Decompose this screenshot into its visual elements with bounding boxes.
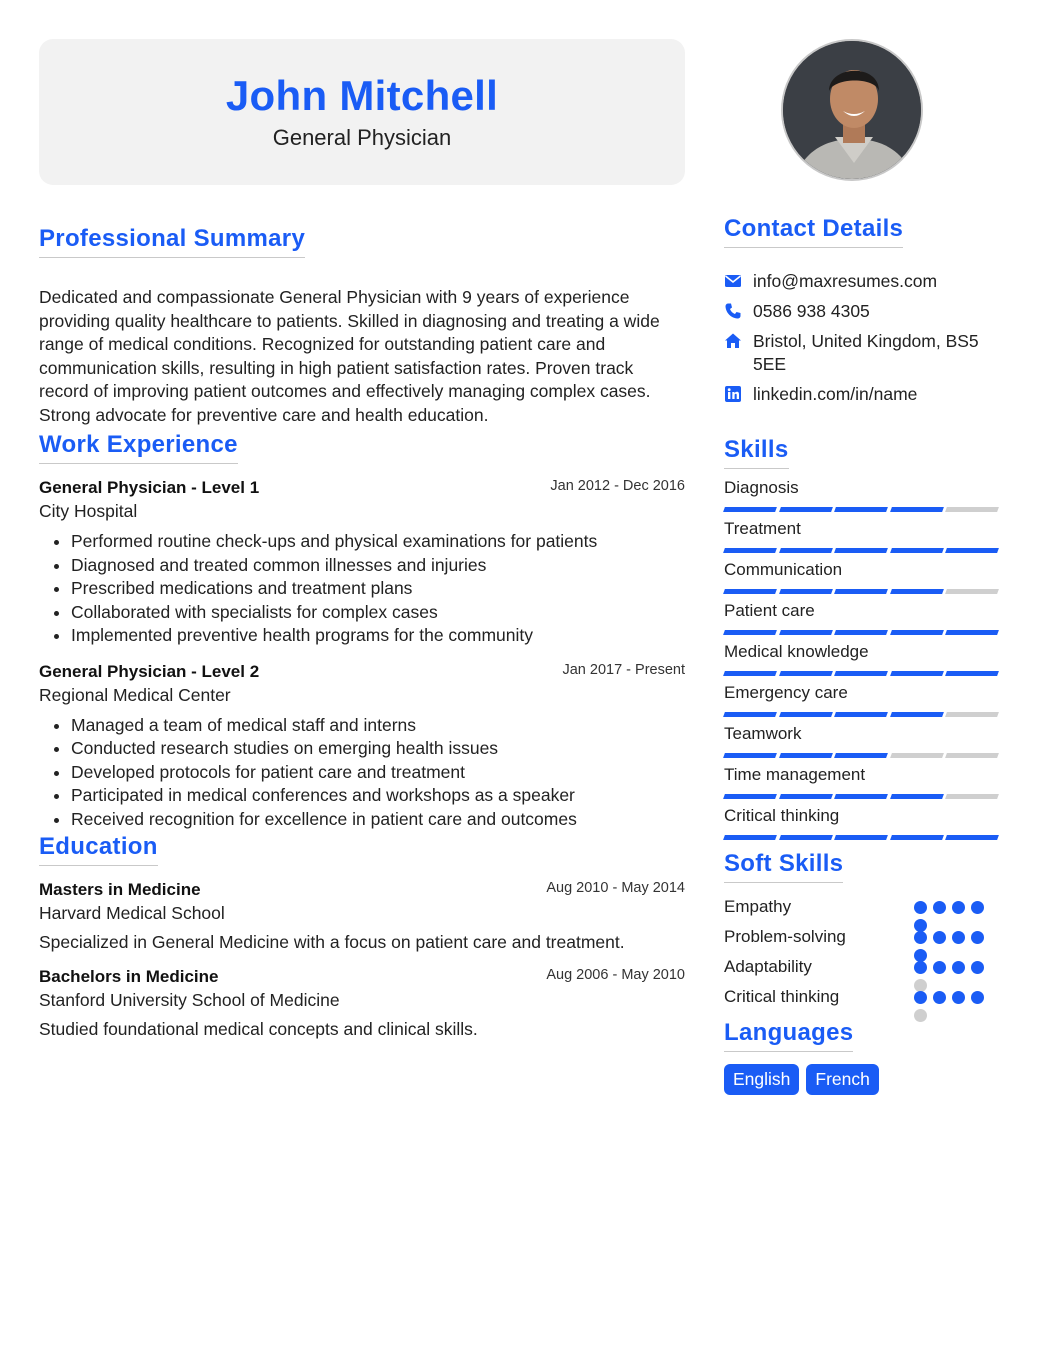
summary-section <box>39 225 685 427</box>
job-role: General Physician - Level 1 <box>39 478 260 497</box>
skill-name: Diagnosis <box>724 478 799 497</box>
sidebar-column <box>724 39 1004 1095</box>
education-degree: Masters in Medicine <box>39 880 201 899</box>
main-column <box>39 39 685 1040</box>
rating-dot <box>952 901 965 914</box>
skill-level-segment <box>834 671 887 676</box>
rating-dot <box>933 961 946 974</box>
skill-level-segment <box>723 671 776 676</box>
skill-level-segment <box>945 630 998 635</box>
rating-dot <box>971 901 984 914</box>
avatar-image <box>783 41 923 181</box>
skill-name: Time management <box>724 765 866 784</box>
skill-level-segment <box>834 712 887 717</box>
skill-item <box>724 477 1004 512</box>
skill-name: Treatment <box>724 519 801 538</box>
education-dates: Aug 2006 - May 2010 <box>546 967 685 983</box>
skill-item <box>724 764 1004 799</box>
profile-photo <box>781 39 923 181</box>
skill-item <box>724 641 1004 676</box>
job-organization: Regional Medical Center <box>39 684 231 705</box>
education-entry <box>39 880 685 953</box>
rating-dot <box>914 901 927 914</box>
skill-level-bar <box>724 671 1004 676</box>
skill-level-bar <box>724 507 1004 512</box>
contact-linkedin-text: linkedin.com/in/name <box>753 384 918 404</box>
skill-name: Teamwork <box>724 724 802 743</box>
skills-section <box>724 436 1004 840</box>
job-bullet: • Developed protocols for patient care and treatment <box>71 761 685 785</box>
skill-level-segment <box>723 548 776 553</box>
rating-dot <box>933 991 946 1004</box>
skill-name: Critical thinking <box>724 806 840 825</box>
skill-level-segment <box>723 712 776 717</box>
education-description: Studied foundational medical concepts and clinical skills. <box>39 1019 478 1039</box>
job-bullet: • Implemented preventive health programs for the community <box>71 624 685 648</box>
soft-skill-rating <box>914 931 984 962</box>
skill-level-segment <box>945 507 998 512</box>
skill-level-segment <box>723 507 776 512</box>
job-entry <box>39 478 685 648</box>
job-bullet: • Managed a team of medical staff and interns <box>71 714 685 738</box>
rating-dot <box>971 931 984 944</box>
summary-heading: Professional Summary <box>39 225 305 258</box>
rating-dot <box>971 961 984 974</box>
skill-level-segment <box>890 671 943 676</box>
skill-level-segment <box>890 507 943 512</box>
skill-name: Communication <box>724 560 843 579</box>
skill-level-segment <box>890 794 943 799</box>
skill-level-segment <box>779 548 832 553</box>
rating-dot <box>933 901 946 914</box>
summary-text: Dedicated and compassionate General Physician with 9 years of experience providing quality healthcare to patients. Skilled in diagnosing and treating a wide range of medical conditions. Recognized for outstanding patient care and communication skills, resulting in high patient satisfaction rates. Proven track record of improving patient outcomes and effectively managing complex cases. Strong advocate for preventive care and health education. <box>39 287 660 425</box>
skill-level-segment <box>779 835 832 840</box>
language-tag: French <box>806 1064 878 1095</box>
contact-phone-text: 0586 938 4305 <box>753 301 870 321</box>
skills-heading: Skills <box>724 436 789 469</box>
contact-email-text: info@maxresumes.com <box>753 271 938 291</box>
education-degree: Bachelors in Medicine <box>39 967 219 986</box>
languages-heading: Languages <box>724 1019 853 1052</box>
soft-skill-name: Problem-solving <box>724 927 846 946</box>
candidate-name: John Mitchell <box>225 71 499 119</box>
skill-item <box>724 559 1004 594</box>
skill-level-segment <box>779 753 832 758</box>
skill-level-segment <box>723 753 776 758</box>
contact-linkedin[interactable] <box>724 383 1004 406</box>
skill-level-segment <box>779 712 832 717</box>
skill-level-segment <box>779 794 832 799</box>
skill-level-segment <box>723 589 776 594</box>
job-organization: City Hospital <box>39 501 138 521</box>
skills-list <box>724 477 1004 840</box>
job-bullet: • Diagnosed and treated common illnesses and injuries <box>71 554 685 578</box>
education-entry <box>39 967 685 1040</box>
skill-level-segment <box>834 835 887 840</box>
soft-skill-item <box>724 987 1004 1017</box>
skill-name: Patient care <box>724 601 815 620</box>
job-entry <box>39 662 685 832</box>
skill-item <box>724 518 1004 553</box>
education-heading: Education <box>39 833 158 866</box>
skill-level-segment <box>834 753 887 758</box>
job-bullets <box>39 530 685 648</box>
experience-heading: Work Experience <box>39 431 238 464</box>
skill-item <box>724 723 1004 758</box>
contact-address <box>724 330 1004 376</box>
job-dates: Jan 2012 - Dec 2016 <box>550 478 685 494</box>
rating-dot <box>914 1009 927 1022</box>
skill-level-segment <box>779 630 832 635</box>
language-list <box>724 1064 1004 1095</box>
education-dates: Aug 2010 - May 2014 <box>546 880 685 896</box>
job-role: General Physician - Level 2 <box>39 661 260 681</box>
skill-level-segment <box>834 589 887 594</box>
skill-level-segment <box>945 548 998 553</box>
skill-item <box>724 682 1004 717</box>
home-icon <box>724 332 742 350</box>
skill-level-segment <box>945 712 998 717</box>
skill-level-segment <box>945 671 998 676</box>
contact-heading: Contact Details <box>724 215 903 248</box>
contact-phone[interactable] <box>724 300 1004 323</box>
contact-section <box>724 215 1004 406</box>
skill-level-segment <box>945 794 998 799</box>
skill-level-segment <box>834 548 887 553</box>
skill-level-bar <box>724 589 1004 594</box>
candidate-title: General Physician <box>272 125 452 151</box>
skill-level-segment <box>779 671 832 676</box>
soft-skill-item <box>724 957 1004 987</box>
soft-skills-section <box>724 850 1004 1017</box>
job-bullet: • Collaborated with specialists for complex cases <box>71 601 685 625</box>
skill-level-segment <box>723 630 776 635</box>
rating-dot <box>933 931 946 944</box>
skill-level-segment <box>834 507 887 512</box>
job-bullet: • Participated in medical conferences and workshops as a speaker <box>71 784 685 808</box>
rating-dot <box>914 991 927 1004</box>
education-school: Stanford University School of Medicine <box>39 990 340 1010</box>
education-description: Specialized in General Medicine with a focus on patient care and treatment. <box>39 932 625 952</box>
skill-item <box>724 805 1004 840</box>
skill-level-segment <box>890 630 943 635</box>
skill-level-segment <box>945 753 998 758</box>
job-bullet: • Received recognition for excellence in patient care and outcomes <box>71 808 685 832</box>
skill-level-segment <box>723 835 776 840</box>
skill-level-segment <box>890 589 943 594</box>
skill-item <box>724 600 1004 635</box>
skill-name: Emergency care <box>724 683 848 702</box>
skill-level-segment <box>834 630 887 635</box>
soft-skills-heading: Soft Skills <box>724 850 843 883</box>
skill-level-bar <box>724 712 1004 717</box>
skill-level-segment <box>779 589 832 594</box>
contact-address-text: Bristol, United Kingdom, BS5 5EE <box>753 331 979 374</box>
skill-level-segment <box>890 548 943 553</box>
job-bullet: • Performed routine check-ups and physical examinations for patients <box>71 530 685 554</box>
rating-dot <box>952 991 965 1004</box>
skill-level-segment <box>779 507 832 512</box>
languages-section <box>724 1019 1004 1095</box>
soft-skill-rating <box>914 961 984 992</box>
skill-level-segment <box>723 794 776 799</box>
skill-level-bar <box>724 835 1004 840</box>
contact-email[interactable] <box>724 270 1004 293</box>
skill-level-bar <box>724 630 1004 635</box>
job-bullet: • Conducted research studies on emerging health issues <box>71 737 685 761</box>
header-box <box>39 39 685 185</box>
job-dates: Jan 2017 - Present <box>562 661 685 678</box>
skill-level-bar <box>724 753 1004 758</box>
skill-level-bar <box>724 548 1004 553</box>
skill-name: Medical knowledge <box>724 642 869 661</box>
soft-skill-item <box>724 897 1004 927</box>
rating-dot <box>914 961 927 974</box>
skill-level-segment <box>890 835 943 840</box>
skill-level-segment <box>945 589 998 594</box>
rating-dot <box>952 931 965 944</box>
soft-skill-rating <box>914 991 984 1022</box>
soft-skill-name: Adaptability <box>724 957 812 976</box>
job-bullet: • Prescribed medications and treatment plans <box>71 577 685 601</box>
skill-level-segment <box>945 835 998 840</box>
envelope-icon <box>724 272 742 290</box>
skill-level-segment <box>890 712 943 717</box>
linkedin-icon <box>724 385 742 403</box>
skill-level-segment <box>890 753 943 758</box>
education-school: Harvard Medical School <box>39 903 225 923</box>
rating-dot <box>952 961 965 974</box>
rating-dot <box>914 931 927 944</box>
soft-skill-name: Critical thinking <box>724 987 840 1006</box>
phone-icon <box>724 302 742 320</box>
language-tag: English <box>724 1064 799 1095</box>
job-bullets <box>39 714 685 832</box>
experience-section <box>39 431 685 831</box>
skill-level-bar <box>724 794 1004 799</box>
skill-level-segment <box>834 794 887 799</box>
soft-skill-name: Empathy <box>724 897 792 916</box>
soft-skill-rating <box>914 901 984 932</box>
education-section <box>39 833 685 1040</box>
soft-skills-list <box>724 897 1004 1017</box>
soft-skill-item <box>724 927 1004 957</box>
rating-dot <box>971 991 984 1004</box>
